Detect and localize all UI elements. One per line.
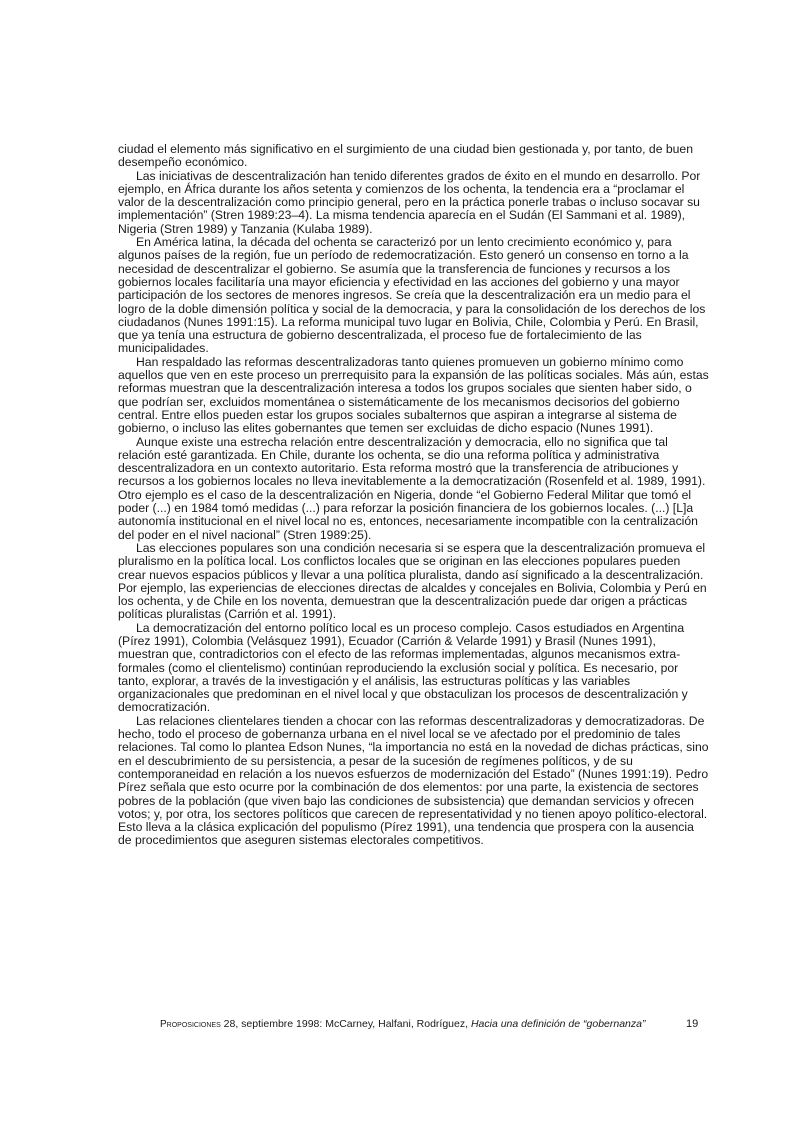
paragraph-2: Las iniciativas de descentralización han tenido diferentes grados de éxito en el mundo en desarrollo. Por ejemplo, en África durante los años setenta y comienzos de los ochenta, la tendencia era a “proclamar el valor de la descentralización como principio general, pero en la práctica ponerle trabas o incluso socavar su implementación” (Stren 1989:23–4). La misma tendencia aparecía en el Sudán (El Sammani et al. 1989), Nigeria (Stren 1989) y Tanzania (Kulaba 1989).: [118, 168, 701, 236]
paragraph-6: Las elecciones populares son una condición necesaria si se espera que la descentralización promueva el pluralismo en la política local. Los conflictos locales que se originan en las elecciones populares pueden crear nuevos espacios públicos y llevar a una política pluralista, dando así significado a la descentralización. Por ejemplo, las experiencias de elecciones directas de alcaldes y concejales en Bolivia, Colombia y Perú en los ochenta, y de Chile en los noventa, demuestran que la descentralización puede dar origen a prácticas políticas pluralistas (Carrión et al. 1991).: [118, 540, 707, 622]
article-body: [118, 143, 710, 848]
paragraph-4: Han respaldado las reformas descentralizadoras tanto quienes promueven un gobierno mínimo como aquellos que ven en este proceso un prerrequisito para la expansión de las políticas sociales. Más aún, estas reformas muestran que la descentralización interesa a todos los grupos sociales que sienten haber sido, o que podrían ser, excluidos momentánea o sistemáticamente de los mecanismos decisorios del gobierno central. Entre ellos pueden estar los grupos sociales subalternos que aspiran a integrarse al sistema de gobierno, o incluso las elites gobernantes que temen ser excluidas de dicho espacio (Nunes 1991).: [118, 354, 709, 436]
footer-citation: 28, septiembre 1998: McCarney, Halfani, Rodríguez,: [220, 1018, 471, 1030]
journal-name: Proposiciones: [160, 1019, 221, 1030]
paragraph-5: Aunque existe una estrecha relación entre descentralización y democracia, ello no significa que tal relación esté garantizada. En Chile, durante los ochenta, se dio una reforma política y administrativa descentralizadora en un contexto autoritario. Esta reforma mostró que la transferencia de atribuciones y recursos a los gobiernos locales no lleva inevitablemente a la democratización (Rosenfeld et al. 1989, 1991). Otro ejemplo es el caso de la descentralización en Nigeria, donde “el Gobierno Federal Militar que tomó el poder (...) en 1984 tomó medidas (...) para reforzar la posición financiera de los gobiernos locales. (...) [L]a autonomía institucional en el nivel local no es, entonces, necesariamente incompatible con la centralización del poder en el nivel nacional” (Stren 1989:25).: [118, 434, 706, 542]
paragraph-7: La democratización del entorno político local es un proceso complejo. Casos estudiados en Argentina (Pírez 1991), Colombia (Velásquez 1991), Ecuador (Carrión & Velarde 1991) y Brasil (Nunes 1991), muestran que, contradictorios con el efecto de las reformas implementadas, algunos mecanismos extra-formales (como el clientelismo) continúan reproduciendo la exclusión social y política. Es necesario, por tanto, explorar, a través de la investigación y el análisis, las estructuras políticas y las variables organizacionales que predominan en el nivel local y que obstaculizan los procesos de descentralización y democratización.: [118, 620, 688, 715]
paragraph-3: En América latina, la década del ochenta se caracterizó por un lento crecimiento económico y, para algunos países de la región, fue un período de redemocratización. Esto generó un consenso en torno a la necesidad de descentralizar el gobierno. Se asumía que la transferencia de funciones y recursos a los gobiernos locales facilitaría una mayor eficiencia y efectividad en las acciones del gobierno y una mayor participación de los sectores de menores ingresos. Se creía que la descentralización era un medio para el logro de la doble dimensión política y social de la democracia, y para la consolidación de los derechos de los ciudadanos (Nunes 1991:15). La reforma municipal tuvo lugar en Bolivia, Chile, Colombia y Perú. En Brasil, que ya tenía una estructura de gobierno descentralizada, el proceso fue de fortalecimiento de las municipalidades.: [118, 235, 706, 356]
running-footer: [160, 1018, 700, 1030]
paragraph-8: Las relaciones clientelares tienden a chocar con las reformas descentralizadoras y democratizadoras. De hecho, todo el proceso de gobernanza urbana en el nivel local se ve afectado por el predominio de tales relaciones. Tal como lo plantea Edson Nunes, “la importancia no está en la novedad de dichas prácticas, sino en el descubrimiento de su persistencia, a pesar de la sucesión de regímenes políticos, y de su contemporaneidad en relación a los nuevos esfuerzos de modernización del Estado” (Nunes 1991:19). Pedro Pírez señala que esto ocurre por la combinación de dos elementos: por una parte, la existencia de sectores pobres de la población (que viven bajo las condiciones de subsistencia) que demandan servicios y ofrecen votos; y, por otra, los sectores políticos que carecen de representatividad y no tienen apoyo político-electoral. Esto lleva a la clásica explicación del populismo (Pírez 1991), una tendencia que prospera con la ausencia de procedimientos que aseguren sistemas electorales competitivos.: [118, 713, 709, 848]
paragraph-1: ciudad el elemento más significativo en el surgimiento de una ciudad bien gestionada y, por tanto, de buen desempeño económico.: [118, 142, 693, 170]
footer-article-title: Hacia una definición de “gobernanza”: [470, 1018, 646, 1030]
page-number: 19: [686, 1018, 699, 1030]
